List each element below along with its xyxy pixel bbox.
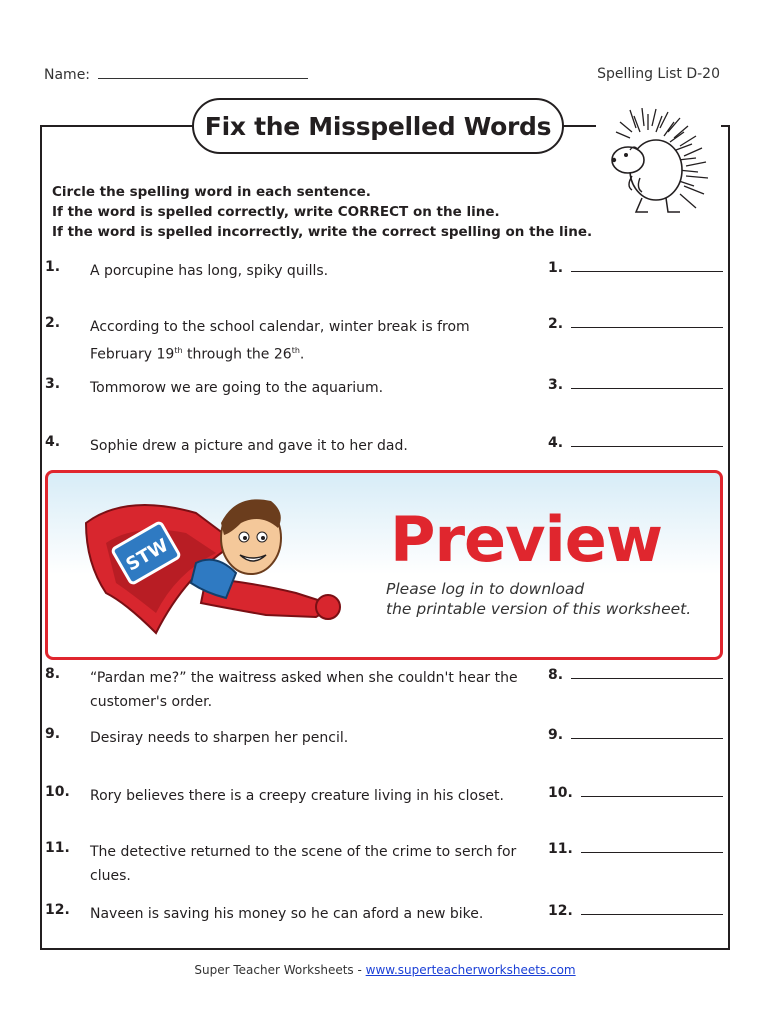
answer-line[interactable] <box>571 259 723 272</box>
answer-line[interactable] <box>581 784 723 797</box>
answer-number: 10. <box>548 785 573 801</box>
question-number: 1. <box>45 259 61 275</box>
instruction-line: If the word is spelled incorrectly, write the correct spelling on the line. <box>52 224 593 240</box>
question-sentence <box>90 315 530 367</box>
answer-number: 1. <box>548 260 564 276</box>
answer-slot[interactable] <box>548 784 723 801</box>
name-label: Name: <box>44 67 91 83</box>
question-sentence: “Pardan me?” the waitress asked when she couldn't hear the customer's order. <box>90 670 518 710</box>
answer-number: 8. <box>548 667 564 683</box>
answer-slot[interactable] <box>548 434 723 451</box>
answer-slot[interactable] <box>548 726 723 743</box>
question-number: 3. <box>45 376 61 392</box>
question-number: 4. <box>45 434 61 450</box>
question-sentence: A porcupine has long, spiky quills. <box>90 263 329 279</box>
instructions <box>52 182 592 242</box>
footer-label: Super Teacher Worksheets - <box>194 963 366 977</box>
answer-slot[interactable] <box>548 315 723 332</box>
answer-slot[interactable] <box>548 376 723 393</box>
question-number: 9. <box>45 726 61 742</box>
sentence-part: . <box>299 346 305 363</box>
sentence-part: through the 26 <box>182 346 292 363</box>
answer-number: 2. <box>548 316 564 332</box>
answer-line[interactable] <box>571 666 723 679</box>
preview-message-line: the printable version of this worksheet. <box>386 600 692 618</box>
answer-line[interactable] <box>571 434 723 447</box>
instruction-line: Circle the spelling word in each sentence. <box>52 184 371 200</box>
question-number: 2. <box>45 315 61 331</box>
preview-title: Preview <box>390 503 663 576</box>
question-number: 10. <box>45 784 70 800</box>
answer-line[interactable] <box>581 840 723 853</box>
ordinal-suffix: th <box>291 346 300 355</box>
answer-number: 12. <box>548 903 573 919</box>
answer-line[interactable] <box>571 376 723 389</box>
stw-badge-text: STW <box>122 534 173 576</box>
footer-link[interactable]: www.superteacherworksheets.com <box>365 963 576 977</box>
answer-number: 11. <box>548 841 573 857</box>
answer-slot[interactable] <box>548 902 723 919</box>
spelling-list-id: Spelling List D-20 <box>597 66 720 82</box>
answer-line[interactable] <box>571 726 723 739</box>
answer-number: 9. <box>548 727 564 743</box>
answer-number: 3. <box>548 377 564 393</box>
instruction-line: If the word is spelled correctly, write CORRECT on the line. <box>52 204 500 220</box>
question-number: 8. <box>45 666 61 682</box>
answer-slot[interactable] <box>548 666 723 683</box>
question-sentence: Sophie drew a picture and gave it to her dad. <box>90 438 408 454</box>
question-sentence: Tommorow we are going to the aquarium. <box>90 380 384 396</box>
page-footer <box>0 963 770 977</box>
name-field[interactable] <box>44 66 308 83</box>
answer-slot[interactable] <box>548 259 723 276</box>
porcupine-illustration <box>596 108 721 220</box>
question-sentence: Naveen is saving his money so he can aford a new bike. <box>90 906 484 922</box>
answer-line[interactable] <box>581 902 723 915</box>
name-line[interactable] <box>98 66 308 79</box>
preview-message-line: Please log in to download <box>386 580 585 598</box>
question-number: 11. <box>45 840 70 856</box>
question-sentence: Desiray needs to sharpen her pencil. <box>90 730 349 746</box>
ordinal-suffix: th <box>174 346 183 355</box>
preview-banner[interactable] <box>45 470 723 660</box>
question-number: 12. <box>45 902 70 918</box>
answer-number: 4. <box>548 435 564 451</box>
preview-message <box>386 579 691 619</box>
answer-line[interactable] <box>571 315 723 328</box>
sentence-part: According to the school calendar, winter break is from February 19 <box>90 319 470 363</box>
question-sentence: Rory believes there is a creepy creature living in his closet. <box>90 788 504 804</box>
question-sentence: The detective returned to the scene of the crime to serch for clues. <box>90 844 517 884</box>
worksheet-title: Fix the Misspelled Words <box>192 98 564 154</box>
answer-slot[interactable] <box>548 840 723 857</box>
superhero-mascot-illustration <box>66 483 356 648</box>
